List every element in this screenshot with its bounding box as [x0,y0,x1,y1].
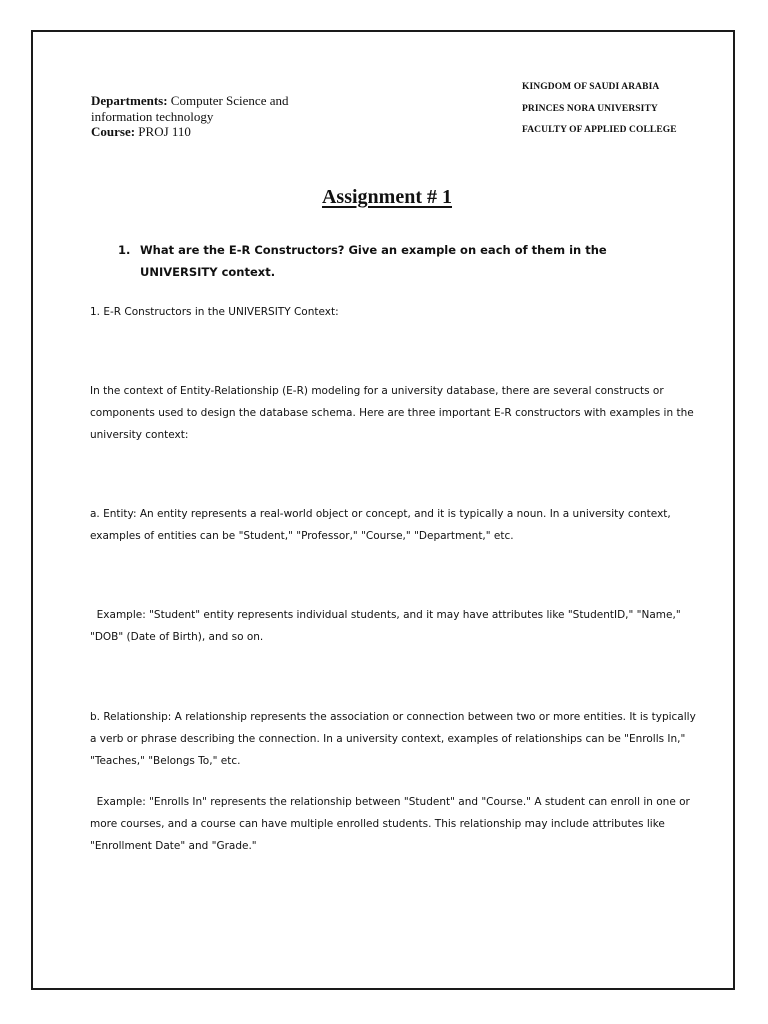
assignment-title-row [0,186,768,209]
course-label: Course: [91,124,136,139]
institution-line-faculty: FACULTY OF APPLIED COLLEGE [522,125,677,135]
departments-line [91,93,351,124]
departments-value: Computer Science and information technology [91,93,289,124]
institution-line-university: PRINCES NORA UNIVERSITY [522,103,658,114]
question-text: What are the E-R Constructors? Give an example on each of them in the UNIVERSITY context. [140,243,607,279]
course-line [91,124,351,140]
entity-example-paragraph: Example: "Student" entity represents individual students, and it may have attributes like "StudentID," "Name," "DOB" (Date of Birth), and so on. [90,609,681,643]
relationship-paragraph: b. Relationship: A relationship represents the association or connection between two or more entities. It is typically a verb or phrase describing the connection. In a university context, examples of relationships can be "Enrolls In," "Teaches," "Belongs To," etc. [90,711,696,767]
answer-heading: 1. E-R Constructors in the UNIVERSITY Context: [90,306,339,318]
assignment-title: Assignment # 1 [321,186,452,208]
institution-line-country: KINGDOM OF SAUDI ARABIA [522,82,660,92]
question-item [118,240,638,283]
entity-paragraph: a. Entity: An entity represents a real-world object or concept, and it is typically a noun. In a university context, examples of entities can be "Student," "Professor," "Course," "Department," etc. [90,508,671,542]
intro-paragraph: In the context of Entity-Relationship (E-R) modeling for a university database, there are several constructs or components used to design the database schema. Here are three important E-R constructors with examples in the university context: [90,385,694,441]
relationship-example-paragraph: Example: "Enrolls In" represents the relationship between "Student" and "Course." A student can enroll in one or more courses, and a course can have multiple enrolled students. This relationship may include attributes like "Enrollment Date" and "Grade." [90,796,690,852]
departments-label: Departments: [91,93,168,108]
institution-block [522,77,677,142]
course-info [91,93,351,140]
course-value: PROJ 110 [138,124,191,139]
question-number: 1. [118,243,131,257]
